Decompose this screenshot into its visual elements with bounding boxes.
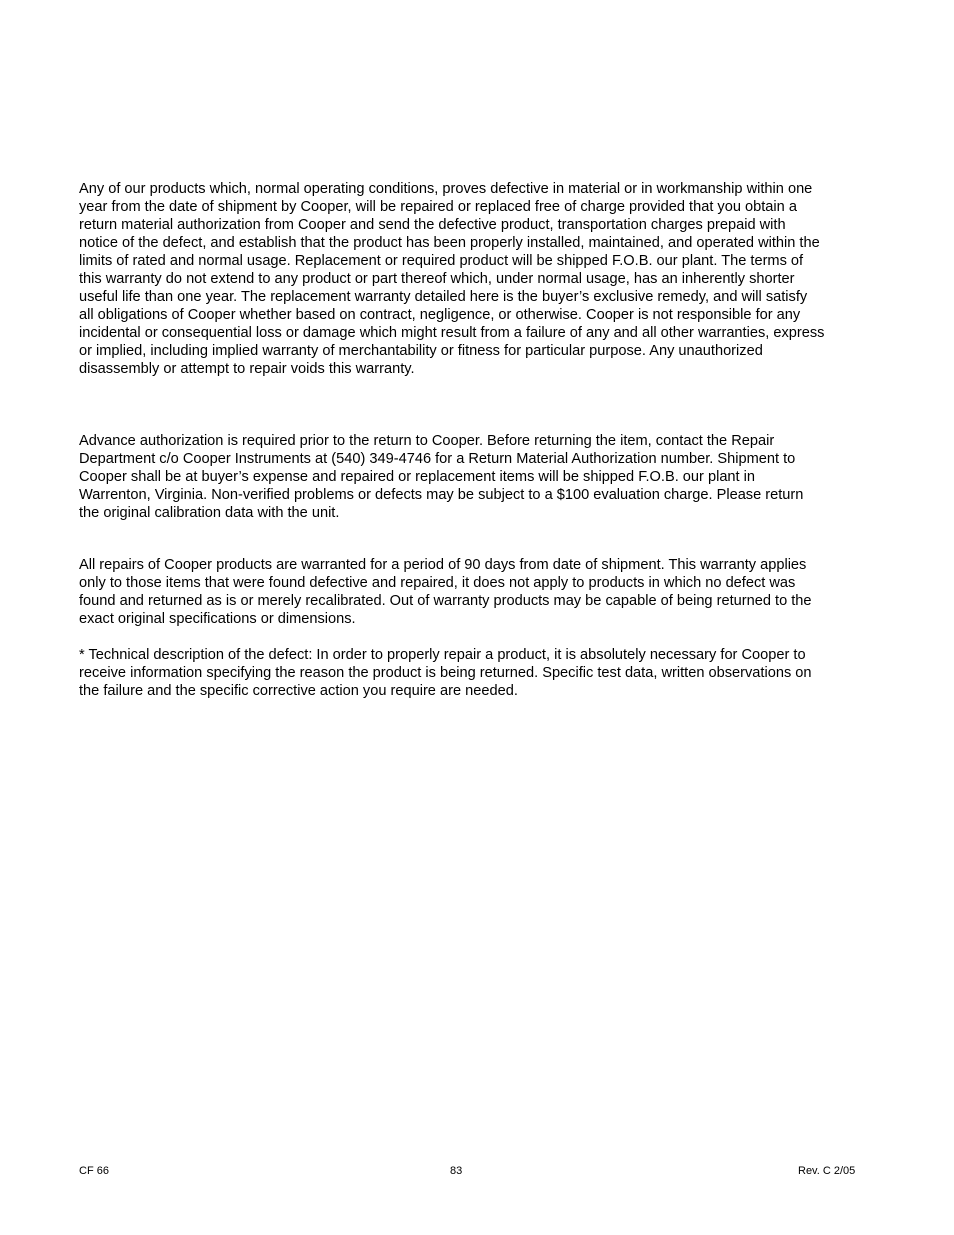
footer-document-code: CF 66 xyxy=(79,1165,109,1177)
footer-page-number: 83 xyxy=(450,1165,463,1177)
repair-warranty-paragraph: All repairs of Cooper products are warranted for a period of 90 days from date of shipment. This warranty applies only to those items that were found defective and repaired, it does not apply to products in which no defect was found and returned as is or merely recalibrated. Out of warranty products may be capable of being returned to the exact original specifications or dimensions. xyxy=(79,557,812,627)
technical-description-paragraph: * Technical description of the defect: In order to properly repair a product, it is absolutely necessary for Cooper to receive information specifying the reason the product is being returned. Specific test data, written observations on the failure and the specific corrective action you require are needed. xyxy=(79,647,812,699)
warranty-paragraph: Any of our products which, normal operating conditions, proves defective in material or in workmanship within one year from the date of shipment by Cooper, will be repaired or replaced free of charge provided that you obtain a return material authorization from Cooper and send the defective product, transportation charges prepaid with notice of the defect, and establish that the product has been properly installed, maintained, and operated within the limits of rated and normal usage. Replacement or required product will be shipped F.O.B. our plant. The terms of this warranty do not extend to any product or part thereof which, under normal usage, has an inherently shorter useful life than one year. The replacement warranty detailed here is the buyer’s exclusive remedy, and will satisfy all obligations of Cooper whether based on contract, negligence, or otherwise. Cooper is not responsible for any incidental or consequential loss or damage which might result from a failure of any and all other warranties, express or implied, including implied warranty of merchantability or fitness for particular purpose. Any unauthorized disassembly or attempt to repair voids this warranty. xyxy=(79,181,825,377)
return-authorization-paragraph: Advance authorization is required prior to the return to Cooper. Before returning the item, contact the Repair Department c/o Cooper Instruments at (540) 349-4746 for a Return Material Authorization number. Shipment to Cooper shall be at buyer’s expense and repaired or replacement items will be shipped F.O.B. our plant in Warrenton, Virginia. Non-verified problems or defects may be subject to a $100 evaluation charge. Please return the original calibration data with the unit. xyxy=(79,433,804,521)
footer-revision: Rev. C 2/05 xyxy=(798,1165,856,1177)
